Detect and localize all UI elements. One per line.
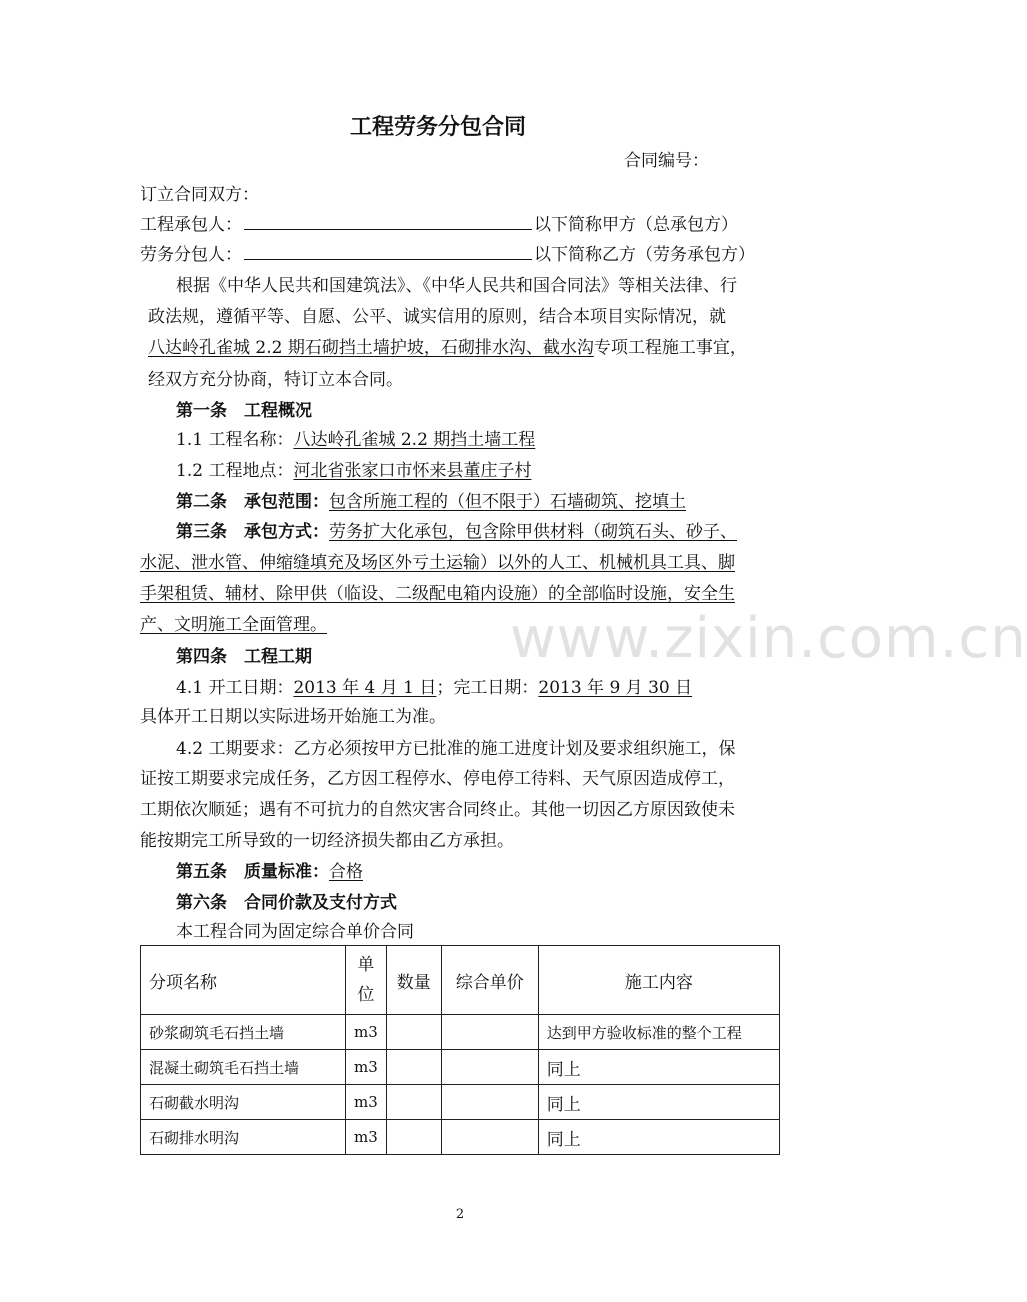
header-content: 施工内容 [538, 946, 779, 1015]
article-4-heading: 第四条 工程工期 [176, 647, 312, 667]
cell-unit: m3 [346, 1050, 387, 1085]
watermark: www.zixin.com.cn [510, 606, 1027, 671]
article-2-value: 包含所施工程的（但不限于）石墙砌筑、挖填土 [329, 492, 686, 512]
table-row [141, 1085, 780, 1120]
table-row [141, 1120, 780, 1155]
article-4-p2-line-1: 4.2 工期要求：乙方必须按甲方已批准的施工进度计划及要求组织施工，保 [176, 739, 736, 759]
cell-unit-price [441, 1120, 538, 1155]
table-row [141, 1050, 780, 1085]
article-1-name [176, 429, 535, 451]
cell-unit: m3 [346, 1085, 387, 1120]
article-5 [176, 861, 363, 883]
party-a-label: 工程承包人： [140, 215, 242, 235]
header-unit-bottom: 位 [357, 985, 375, 1005]
party-b-label: 劳务分包人： [140, 245, 242, 265]
article-2 [176, 491, 686, 513]
article-4-p2-line-3: 工期依次顺延；遇有不可抗力的自然灾害合同终止。其他一切因乙方原因致使未 [140, 800, 735, 820]
article-3-heading: 第三条 承包方式： [176, 522, 329, 542]
cell-unit: m3 [346, 1015, 387, 1050]
header-unit-price: 综合单价 [441, 946, 538, 1015]
article-3-line-3: 手架租赁、辅材、除甲供（临设、二级配电箱内设施）的全部临时设施，安全生 [140, 584, 735, 604]
article-1-heading: 第一条 工程概况 [176, 401, 312, 421]
end-date-value: 2013 年 9 月 30 日 [538, 678, 693, 698]
article-4-p2-line-2: 证按工期要求完成任务，乙方因工程停水、停电停工待料、天气原因造成停工， [140, 769, 735, 789]
article-4-dates [176, 677, 692, 699]
cell-quantity [386, 1085, 441, 1120]
article-5-heading: 第五条 质量标准： [176, 862, 329, 882]
preamble-line-3 [148, 337, 747, 359]
end-date-label: ；完工日期： [436, 678, 539, 698]
cell-unit-price [441, 1085, 538, 1120]
article-2-heading: 第二条 承包范围： [176, 492, 329, 512]
page-number: 2 [455, 1207, 465, 1222]
price-table [140, 945, 780, 1155]
article-4-note: 具体开工日期以实际进场开始施工为准。 [140, 707, 446, 727]
article-3-line-2: 水泥、泄水管、伸缩缝填充及场区外亏土运输）以外的人工、机械机具工具、脚 [140, 553, 735, 573]
preamble-line-4: 经双方充分协商，特订立本合同。 [148, 370, 403, 390]
party-b-blank[interactable] [244, 243, 532, 260]
cell-item-name: 混凝土砌筑毛石挡土墙 [141, 1050, 346, 1085]
project-name-value: 八达岭孔雀城 2.2 期挡土墙工程 [293, 430, 536, 450]
cell-content: 同上 [538, 1050, 779, 1085]
party-a-line [140, 213, 738, 236]
cell-quantity [386, 1050, 441, 1085]
article-6-intro: 本工程合同为固定综合单价合同 [176, 922, 414, 942]
parties-intro: 订立合同双方： [140, 185, 259, 205]
article-1-site [176, 460, 531, 482]
project-site-value: 河北省张家口市怀来县董庄子村 [293, 461, 532, 481]
cell-unit: m3 [346, 1120, 387, 1155]
cell-item-name: 砂浆砌筑毛石挡土墙 [141, 1015, 346, 1050]
article-3-line-1 [176, 521, 737, 543]
cell-item-name: 石砌排水明沟 [141, 1120, 346, 1155]
table-row [141, 1015, 780, 1050]
header-item-name: 分项名称 [141, 946, 346, 1015]
header-unit [346, 946, 387, 1015]
article-3-line-4: 产、文明施工全面管理。 [140, 615, 327, 635]
preamble-line-2: 政法规，遵循平等、自愿、公平、诚实信用的原则，结合本项目实际情况，就 [148, 307, 726, 327]
cell-content: 同上 [538, 1085, 779, 1120]
project-name-underlined: 八达岭孔雀城 2.2 期石砌挡土墙护坡，石砌排水沟、截水沟 [148, 338, 594, 358]
party-b-suffix: 以下简称乙方（劳务承包方） [534, 245, 755, 265]
party-a-suffix: 以下简称甲方（总承包方） [534, 215, 738, 235]
header-quantity: 数量 [386, 946, 441, 1015]
table-header-row [141, 946, 780, 1015]
contract-number-label: 合同编号： [624, 151, 709, 171]
article-4-p2-line-4: 能按期完工所导致的一切经济损失都由乙方承担。 [140, 831, 514, 851]
quality-standard-value: 合格 [329, 862, 363, 882]
cell-quantity [386, 1120, 441, 1155]
cell-item-name: 石砌截水明沟 [141, 1085, 346, 1120]
cell-quantity [386, 1015, 441, 1050]
preamble-line-1: 根据《中华人民共和国建筑法》、《中华人民共和国合同法》等相关法律、行 [176, 276, 737, 296]
document-title: 工程劳务分包合同 [350, 114, 527, 140]
start-date-value: 2013 年 4 月 1 日 [293, 678, 437, 698]
header-unit-top: 单 [357, 955, 375, 975]
cell-content: 达到甲方验收标准的整个工程 [538, 1015, 779, 1050]
cell-unit-price [441, 1015, 538, 1050]
article-6-heading: 第六条 合同价款及支付方式 [176, 893, 397, 913]
cell-content: 同上 [538, 1120, 779, 1155]
article-3-text-1: 劳务扩大化承包，包含除甲供材料（砌筑石头、砂子、 [329, 522, 737, 542]
cell-unit-price [441, 1050, 538, 1085]
party-b-line [140, 243, 755, 266]
start-date-label: 4.1 开工日期： [176, 678, 294, 698]
project-site-label: 1.2 工程地点： [176, 461, 294, 481]
party-a-blank[interactable] [244, 213, 532, 230]
preamble-line-3-rest: 专项工程施工事宜， [593, 338, 747, 358]
project-name-label: 1.1 工程名称： [176, 430, 294, 450]
